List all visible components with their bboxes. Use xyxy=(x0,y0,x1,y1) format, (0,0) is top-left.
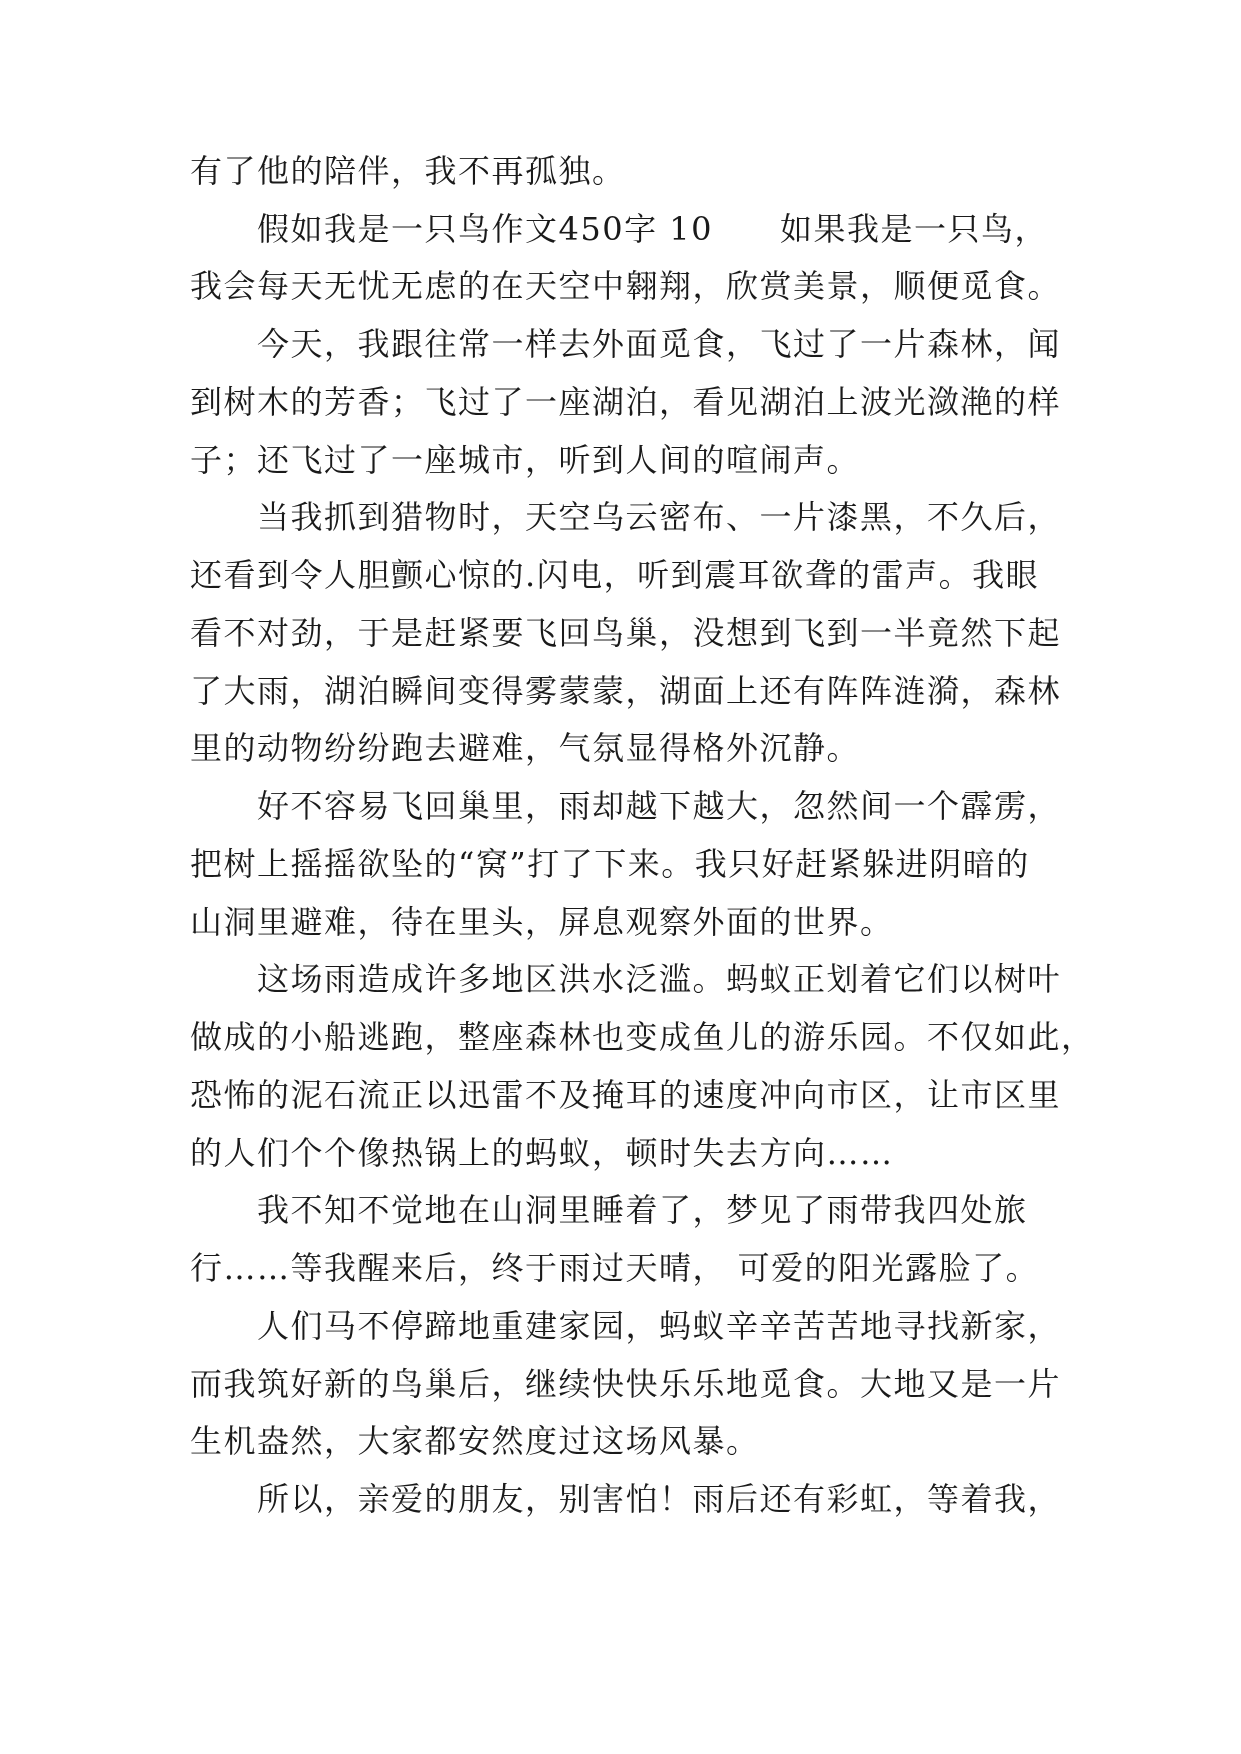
text-line: 我不知不觉地在山洞里睡着了，梦见了雨带我四处旅 xyxy=(190,1191,1028,1229)
text-line: 好不容易飞回巢里，雨却越下越大，忽然间一个霹雳， xyxy=(190,787,1062,825)
text-line: 行……等我醒来后，终于雨过天晴， 可爱的阳光露脸了。 xyxy=(190,1249,1040,1287)
text-line: 里的动物纷纷跑去避难，气氛显得格外沉静。 xyxy=(190,729,861,767)
text-line: 而我筑好新的鸟巢后，继续快快乐乐地觅食。大地又是一片 xyxy=(190,1365,1062,1403)
text-line: 有了他的陪伴，我不再孤独。 xyxy=(190,152,626,190)
text-line: 山洞里避难，待在里头，屏息观察外面的世界。 xyxy=(190,903,894,941)
text-line: 当我抓到猎物时，天空乌云密布、一片漆黑，不久后， xyxy=(190,498,1062,536)
text-line: 做成的小船逃跑，整座森林也变成鱼儿的游乐园。不仅如此， xyxy=(190,1018,1095,1056)
text-line: 我会每天无忧无虑的在天空中翱翔，欣赏美景，顺便觅食。 xyxy=(190,267,1062,305)
text-line: 子；还飞过了一座城市，听到人间的喧闹声。 xyxy=(190,441,861,479)
text-line: 还看到令人胆颤心惊的.闪电，听到震耳欲聋的雷声。我眼 xyxy=(190,556,1040,594)
text-line: 把树上摇摇欲坠的“窝”打了下来。我只好赶紧躲进阴暗的 xyxy=(190,845,1030,883)
text-line: 所以，亲爱的朋友，别害怕！雨后还有彩虹，等着我， xyxy=(190,1480,1062,1518)
text-line: 人们马不停蹄地重建家园，蚂蚁辛辛苦苦地寻找新家， xyxy=(190,1307,1062,1345)
text-line: 了大雨，湖泊瞬间变得雾蒙蒙，湖面上还有阵阵涟漪，森林 xyxy=(190,672,1062,710)
text-line: 到树木的芳香；飞过了一座湖泊，看见湖泊上波光潋滟的样 xyxy=(190,383,1062,421)
text-line: 看不对劲，于是赶紧要飞回鸟巢，没想到飞到一半竟然下起 xyxy=(190,614,1062,652)
text-line: 假如我是一只鸟作文450字 10 如果我是一只鸟， xyxy=(190,210,1048,248)
text-line: 生机盎然，大家都安然度过这场风暴。 xyxy=(190,1422,760,1460)
text-line: 恐怖的泥石流正以迅雷不及掩耳的速度冲向市区，让市区里 xyxy=(190,1076,1062,1114)
text-line: 这场雨造成许多地区洪水泛滥。蚂蚁正划着它们以树叶 xyxy=(190,960,1062,998)
text-line: 的人们个个像热锅上的蚂蚁，顿时失去方向…… xyxy=(190,1134,894,1172)
text-line: 今天，我跟往常一样去外面觅食，飞过了一片森林，闻 xyxy=(190,325,1062,363)
